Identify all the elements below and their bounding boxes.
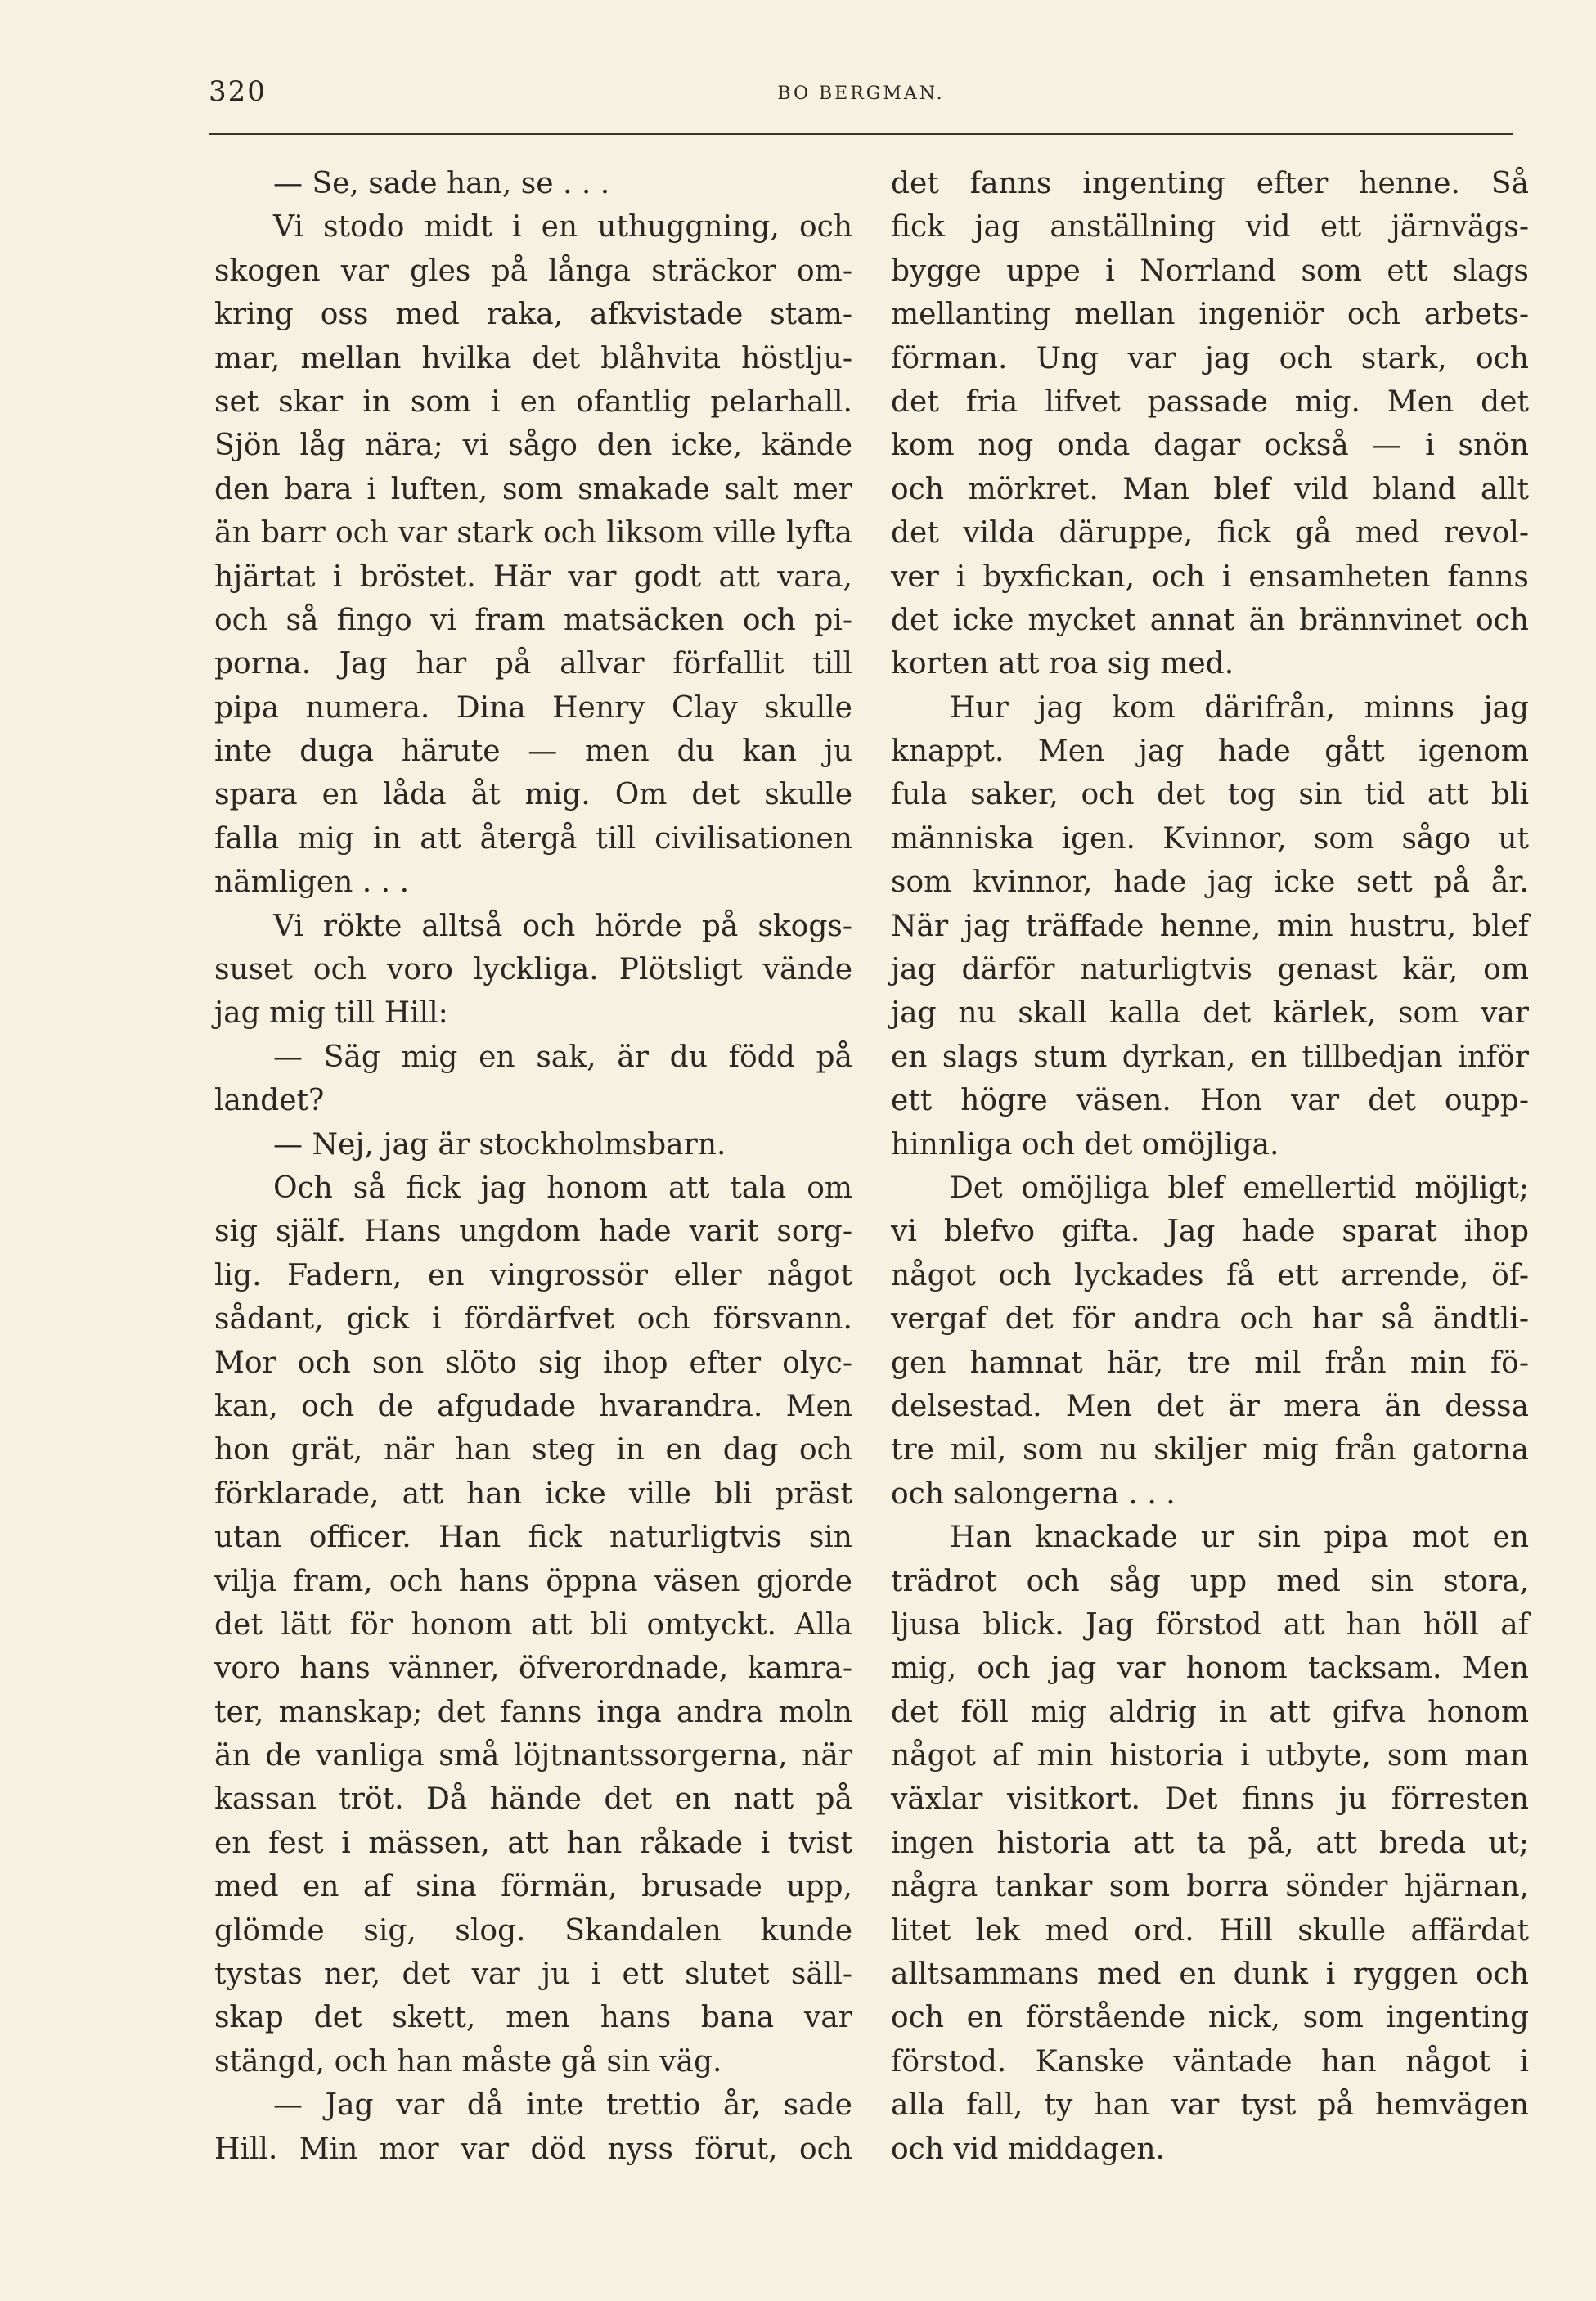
left-column-line: nämligen . . . [214,865,410,900]
right-column-line: det icke mycket annat än brännvinet och [891,603,1529,637]
right-column-line: alltsammans med en dunk i ryggen och [891,1957,1529,1992]
right-column-line: och vid middagen. [891,2132,1165,2166]
right-column [891,162,1529,2171]
left-column-line: Sjön låg nära; vi sågo den icke, kände [214,429,852,463]
left-column-line: Vi stodo midt i en uthuggning, och [273,210,852,245]
left-column-line: — Se, sade han, se . . . [273,167,610,200]
right-column-line: ett högre väsen. Hon var det oupp- [891,1084,1529,1118]
right-column-line: trädrot och såg upp med sin stora, [891,1564,1529,1598]
running-head: BO BERGMAN. [777,83,945,104]
left-column-line: Hill. Min mor var död nyss förut, och [214,2132,852,2166]
right-column-line: människa igen. Kvinnor, som sågo ut [891,821,1529,856]
left-column-line: än de vanliga små löjtnantssorgerna, när [214,1739,852,1773]
left-column-line: falla mig in att återgå till civilisationen [214,821,852,856]
right-column-line: knappt. Men jag hade gått igenom [891,735,1529,769]
right-column-line: gen hamnat här, tre mil från min fö- [891,1346,1529,1380]
right-column-line: det vilda däruppe, fick gå med revol- [891,516,1529,551]
left-column-line: Vi rökte alltså och hörde på skogs- [273,909,852,943]
right-column-line: Han knackade ur sin pipa mot en [950,1521,1529,1555]
left-column-line: pipa numera. Dina Henry Clay skulle [214,690,852,725]
right-column-line: växlar visitkort. Det finns ju förresten [891,1782,1529,1817]
left-column-line: suset och voro lyckliga. Plötsligt vände [214,953,852,987]
left-column-line: — Nej, jag är stockholmsbarn. [273,1127,726,1162]
left-column-line: inte duga härute — men du kan ju [214,735,852,769]
right-column-line: mellanting mellan ingeniör och arbets- [891,298,1529,332]
header-rule [209,133,1513,135]
left-column-line: ter, manskap; det fanns inga andra moln [214,1695,852,1729]
right-column-line: mig, och jag var honom tacksam. Men [891,1652,1529,1686]
left-column-line: landet? [214,1084,325,1118]
right-column-line: tre mil, som nu skiljer mig från gatorna [891,1433,1529,1467]
left-column-line: med en af sina förmän, brusade upp, [214,1870,852,1904]
left-column-line: utan officer. Han fick naturligtvis sin [214,1521,852,1555]
left-column-line: glömde sig, slog. Skandalen kunde [214,1913,852,1948]
left-column-line: sådant, gick i fördärfvet och försvann. [214,1302,852,1337]
left-column [214,162,852,2171]
left-column-line: — Säg mig en sak, är du född på [273,1040,852,1074]
right-column-line: något och lyckades få ett arrende, öf- [891,1258,1529,1292]
right-column-line: förman. Ung var jag och stark, och [891,341,1529,375]
left-column-line: jag mig till Hill: [214,996,448,1031]
left-column-line: stängd, och han måste gå sin väg. [214,2044,722,2079]
right-column-line: vi blefvo gifta. Jag hade sparat ihop [891,1215,1529,1249]
left-column-line: porna. Jag har på allvar förfallit till [214,647,852,681]
left-column-line: kan, och de afgudade hvarandra. Men [214,1389,852,1423]
left-column-line: hon grät, när han steg in en dag och [214,1433,852,1467]
left-column-line: den bara i luften, som smakade salt mer [214,472,852,506]
right-column-line: alla fall, ty han var tyst på hemvägen [891,2088,1529,2123]
right-column-line: litet lek med ord. Hill skulle affärdat [891,1913,1529,1948]
left-column-line: tystas ner, det var ju i ett slutet säll- [214,1957,852,1992]
left-column-line: kassan tröt. Då hände det en natt på [214,1782,852,1817]
left-column-line: lig. Fadern, en vingrossör eller något [214,1258,852,1292]
right-column-line: bygge uppe i Norrland som ett slags [891,254,1529,288]
page-header [209,75,1513,116]
right-column-line: det fanns ingenting efter henne. Så [891,167,1529,200]
left-column-line: förklarade, att han icke ville bli präst [214,1476,852,1511]
right-column-line: ver i byxfickan, och i ensamheten fanns [891,560,1529,594]
left-column-line: sig själf. Hans ungdom hade varit sorg- [214,1215,852,1249]
left-column-line: mar, mellan hvilka det blåhvita höstlju- [214,341,852,375]
left-column-line: set skar in som i en ofantlig pelarhall. [214,384,852,419]
left-column-line: än barr och var stark och liksom ville lyfta [214,516,852,551]
right-column-line: vergaf det för andra och har så ändtli- [891,1302,1529,1337]
right-column-line: några tankar som borra sönder hjärnan, [891,1870,1529,1904]
right-column-line: När jag träffade henne, min hustru, blef [891,909,1529,943]
left-column-line: Mor och son slöto sig ihop efter olyc- [214,1346,852,1380]
right-column-line: kom nog onda dagar också — i snön [891,429,1529,463]
right-column-line: något af min historia i utbyte, som man [891,1739,1529,1773]
right-column-line: en slags stum dyrkan, en tillbedjan inför [891,1040,1529,1074]
right-column-line: Hur jag kom därifrån, minns jag [950,690,1529,725]
left-column-line: voro hans vänner, öfverordnade, kamra- [214,1652,852,1686]
page-number: 320 [209,75,267,108]
left-column-line: skap det skett, men hans bana var [214,2001,852,2035]
right-column-line: jag därför naturligtvis genast kär, om [891,953,1529,987]
right-column-line: jag nu skall kalla det kärlek, som var [891,996,1529,1031]
right-column-line: som kvinnor, hade jag icke sett på år. [891,865,1529,900]
left-column-line: Och så fick jag honom att tala om [273,1171,852,1205]
right-column-line: hinnliga och det omöjliga. [891,1127,1279,1162]
left-column-line: det lätt för honom att bli omtyckt. Alla [214,1607,852,1642]
right-column-line: förstod. Kanske väntade han något i [891,2044,1529,2079]
right-column-line: ljusa blick. Jag förstod att han höll af [891,1607,1529,1642]
left-column-line: en fest i mässen, att han råkade i tvist [214,1826,852,1860]
left-column-line: — Jag var då inte trettio år, sade [273,2088,852,2123]
right-column-line: fick jag anställning vid ett järnvägs- [891,210,1529,245]
right-column-line: och mörkret. Man blef vild bland allt [891,472,1529,506]
right-column-line: det fria lifvet passade mig. Men det [891,384,1529,419]
left-column-line: vilja fram, och hans öppna väsen gjorde [214,1564,852,1598]
right-column-line: delsestad. Men det är mera än dessa [891,1389,1529,1423]
right-column-line: ingen historia att ta på, att breda ut; [891,1826,1529,1860]
right-column-line: det föll mig aldrig in att gifva honom [891,1695,1529,1729]
left-column-line: spara en låda åt mig. Om det skulle [214,778,852,812]
right-column-line: fula saker, och det tog sin tid att bli [891,778,1529,812]
left-column-line: och så fingo vi fram matsäcken och pi- [214,603,852,637]
left-column-line: hjärtat i bröstet. Här var godt att vara, [214,560,852,594]
left-column-line: kring oss med raka, afkvistade stam- [214,298,852,332]
right-column-line: och salongerna . . . [891,1476,1176,1511]
right-column-line: korten att roa sig med. [891,647,1234,681]
right-column-line: och en förstående nick, som ingenting [891,2001,1529,2035]
right-column-line: Det omöjliga blef emellertid möjligt; [950,1171,1529,1205]
left-column-line: skogen var gles på långa sträckor om- [214,254,852,288]
